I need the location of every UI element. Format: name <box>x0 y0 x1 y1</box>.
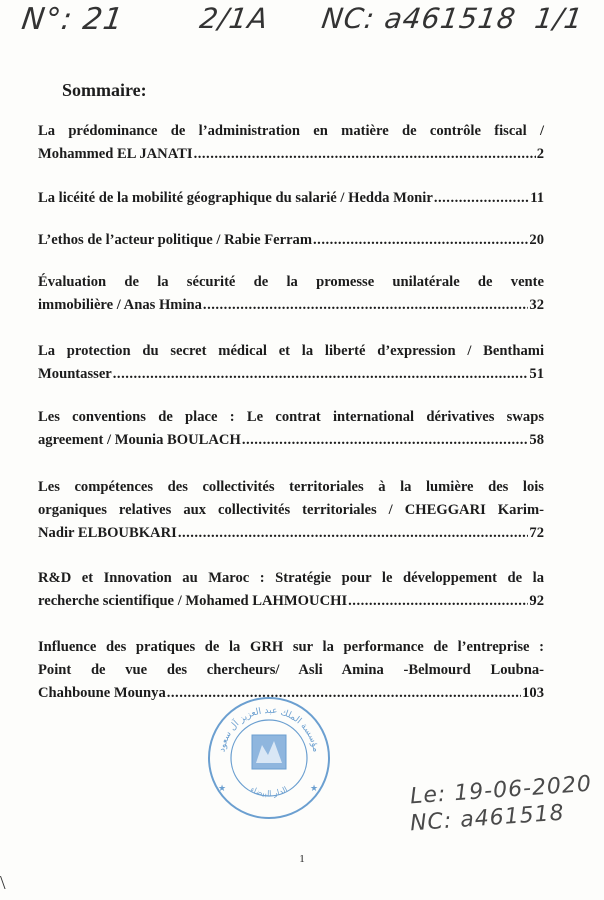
toc-entry <box>38 229 544 252</box>
entry-author: agreement / Mounia BOULACH <box>38 432 241 448</box>
entry-page-number: 20 <box>529 232 544 248</box>
toc-entry <box>38 476 544 545</box>
entry-title-line: organiques relatives aux collectivités territoriales / CHEGGARI Karim- <box>38 502 544 518</box>
handwritten-number: N°: 21 <box>19 2 126 37</box>
entry-title-line: La prédominance de l’administration en matière de contrôle fiscal / <box>38 123 544 139</box>
dot-leader <box>203 294 528 317</box>
stamp-star-icon: ★ <box>218 783 227 793</box>
entry-author: Mohammed EL JANATI <box>38 146 193 162</box>
toc-entry <box>38 406 544 452</box>
entry-author: immobilière / Anas Hmina <box>38 297 202 313</box>
handwritten-code: 2/1A <box>197 2 271 35</box>
entry-page-number: 92 <box>529 593 544 609</box>
handwritten-nc: NC: a461518 <box>319 2 519 35</box>
entry-title-line: La protection du secret médical et la liberté d’expression / Benthami <box>38 343 544 359</box>
entry-title-line: R&D et Innovation au Maroc : Stratégie pour le développement de la <box>38 570 544 586</box>
handwritten-nc-note: NC: a461518 <box>409 800 566 837</box>
entry-author: recherche scientifique / Mohamed LAHMOUCHI <box>38 593 348 609</box>
entry-page-number: 2 <box>536 146 544 162</box>
library-stamp <box>204 693 334 823</box>
entry-author: Mountasser <box>38 366 112 382</box>
entry-page-number: 58 <box>529 432 544 448</box>
entry-title-line: Les compétences des collectivités territoriales à la lumière des lois <box>38 479 544 495</box>
toc-title: Sommaire: <box>62 80 147 100</box>
handwritten-fraction: 1/1 <box>532 2 586 35</box>
entry-page-number: 11 <box>530 190 544 206</box>
entry-title-line: Point de vue des chercheurs/ Asli Amina -Belmourd Loubna- <box>38 662 544 678</box>
dot-leader <box>178 522 529 545</box>
dot-leader <box>194 143 536 166</box>
handwritten-date: Le: 19-06-2020 <box>409 771 593 810</box>
toc-entry <box>38 340 544 386</box>
page-number: 1 <box>299 853 305 865</box>
entry-author: La licéité de la mobilité géographique du salarié / Hedda Monir <box>38 190 433 206</box>
dot-leader <box>242 429 529 452</box>
entry-author: L’ethos de l’acteur politique / Rabie Ferram <box>38 232 313 248</box>
entry-page-number: 51 <box>529 366 544 382</box>
dot-leader <box>434 187 529 210</box>
stamp-city-text: الدار البيضاء <box>248 784 290 799</box>
toc-entry <box>38 120 544 166</box>
dot-leader <box>348 590 528 613</box>
entry-author: Chahboune Mounya <box>38 685 166 701</box>
entry-page-number: 72 <box>529 525 544 541</box>
entry-title-line: Évaluation de la sécurité de la promesse unilatérale de vente <box>38 274 544 290</box>
corner-mark: \ <box>0 872 6 894</box>
stamp-star-icon: ★ <box>310 783 319 793</box>
entry-title-line: Influence des pratiques de la GRH sur la performance de l’entreprise : <box>38 639 544 655</box>
dot-leader <box>313 229 528 252</box>
toc-entry <box>38 567 544 613</box>
entry-page-number: 32 <box>529 297 544 313</box>
entry-page-number: 103 <box>522 685 544 701</box>
stamp-emblem-icon <box>252 735 286 769</box>
toc-entry <box>38 271 544 317</box>
entry-title-line: Les conventions de place : Le contrat international dérivatives swaps <box>38 409 544 425</box>
stamp-arabic-text: مؤسسة الملك عبد العزيز آل سعود <box>217 705 321 753</box>
dot-leader <box>113 363 529 386</box>
toc-entry <box>38 187 544 210</box>
entry-author: Nadir ELBOUBKARI <box>38 525 177 541</box>
